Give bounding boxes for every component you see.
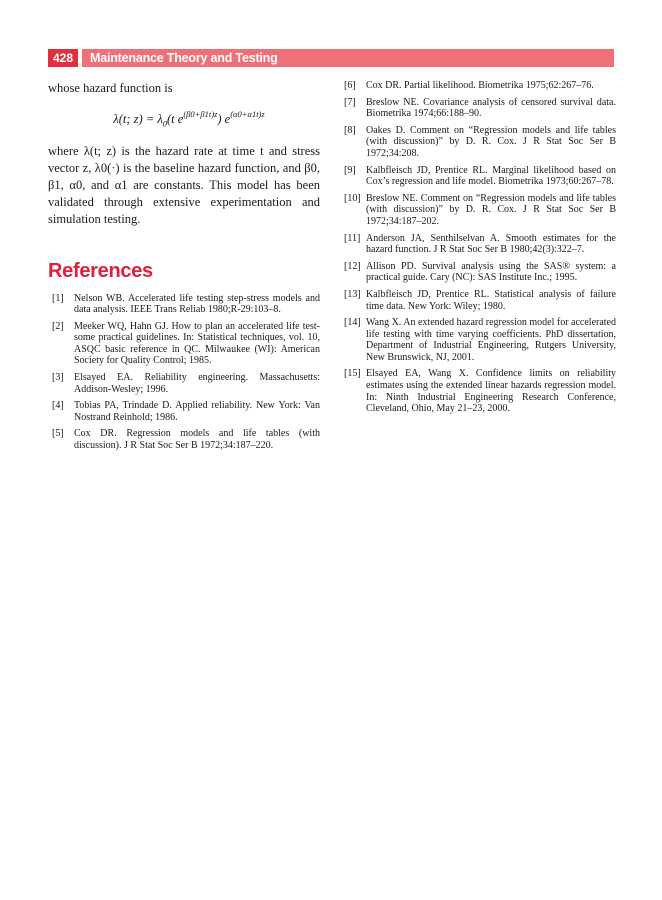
reference-item xyxy=(340,261,616,284)
reference-item xyxy=(340,368,616,414)
reference-text: Anderson JA, Senthilselvan A. Smooth estimates for the hazard function. J R Stat Soc Ser B 1980;42(3):322–7. xyxy=(366,232,616,256)
references-heading: References xyxy=(48,259,153,282)
reference-number: [12] xyxy=(344,260,361,272)
reference-text: Oakes D. Comment on “Regression models and life tables (with discussion)” by D. R. Cox. J R Stat Soc Ser B 1972;34:208. xyxy=(366,124,616,159)
reference-number: [6] xyxy=(344,80,356,91)
hazard-equation xyxy=(58,109,320,129)
reference-number: [1] xyxy=(52,292,64,304)
reference-text: Nelson WB. Accelerated life testing step-stress models and data analysis. IEEE Trans Reliab 1980;R-29:103–8. xyxy=(74,292,320,316)
reference-item xyxy=(340,125,616,160)
reference-number: [3] xyxy=(52,372,64,384)
equation-sup1: (β0+β1t)z xyxy=(183,109,218,119)
reference-item xyxy=(340,80,616,92)
left-column xyxy=(48,80,320,457)
intro-line: whose hazard function is xyxy=(48,81,173,95)
body-paragraph: where λ(t; z) is the hazard rate at time t and stress vector z, λ0(·) is the baseline hazard function, and β0, β1, α0, and α1 are constants. This model has been validated through extensive experimentation and simulation testing. xyxy=(48,143,320,226)
reference-text: Breslow NE. Comment on “Regression models and life tables (with discussion)” by D. R. Cox. J R Stat Soc Ser B 1972;34:187–202. xyxy=(366,192,616,227)
running-title: Maintenance Theory and Testing xyxy=(90,51,278,65)
reference-number: [13] xyxy=(344,288,361,300)
reference-text: Kalbfleisch JD, Prentice RL. Marginal likelihood based on Cox’s regression and life model. Biometrika 1973;60:267–78. xyxy=(366,164,616,188)
reference-number: [7] xyxy=(344,96,356,108)
reference-item xyxy=(340,317,616,363)
reference-item xyxy=(340,165,616,188)
reference-item xyxy=(340,233,616,256)
reference-text: Cox DR. Regression models and life tables (with discussion). J R Stat Soc Ser B 1972;34:187–220. xyxy=(74,428,320,452)
equation-lhs: λ(t; z) = λ xyxy=(113,112,163,126)
reference-item xyxy=(340,289,616,312)
reference-text: Wang X. An extended hazard regression model for accelerated life testing with time varying coefficients. PhD dissertation, Department of Industrial Engineering, Rutgers University, New Brunswick, NJ, 2001. xyxy=(366,317,616,363)
equation-lhs-sub: 0 xyxy=(162,118,167,129)
reference-item xyxy=(48,321,320,367)
page-number: 428 xyxy=(48,49,78,67)
reference-item xyxy=(48,400,320,423)
equation-mid2: ) e xyxy=(217,112,231,126)
reference-item xyxy=(48,428,320,451)
reference-text: Meeker WQ, Hahn GJ. How to plan an accelerated life test-some practical guidelines. In: Statistical techniques, vol. 10, ASQC basic reference in QC. Milwaukee (WI): American Society for Quality Control; 1985. xyxy=(74,320,320,367)
equation-sup2: (α0+α1t)z xyxy=(230,109,265,119)
reference-text: Breslow NE. Covariance analysis of censored survival data. Biometrika 1974;66:188–90. xyxy=(366,96,616,120)
reference-number: [10] xyxy=(344,192,361,204)
reference-number: [9] xyxy=(344,164,356,176)
reference-number: [14] xyxy=(344,317,361,329)
reference-number: [2] xyxy=(52,320,64,332)
reference-text: Kalbfleisch JD, Prentice RL. Statistical analysis of failure time data. New York: Wiley; 1980. xyxy=(366,288,616,312)
reference-item xyxy=(340,193,616,228)
references-list-right xyxy=(340,80,616,415)
equation-mid: (t e xyxy=(167,112,184,126)
references-list-left xyxy=(48,293,320,452)
reference-item xyxy=(340,97,616,120)
right-column xyxy=(340,80,616,420)
reference-text: Allison PD. Survival analysis using the SAS® system: a practical guide. Cary (NC): SAS Institute Inc.; 1995. xyxy=(366,260,616,284)
reference-text: Elsayed EA, Wang X. Confidence limits on reliability estimates using the extended linear hazards regression model. In: Ninth Industrial Engineering Research Conference, Cleveland, Ohio, May 21–23, 2000. xyxy=(366,368,616,415)
reference-item xyxy=(48,372,320,395)
running-header xyxy=(48,49,614,67)
reference-text: Cox DR. Partial likelihood. Biometrika 1975;62:267–76. xyxy=(366,80,594,91)
reference-text: Elsayed EA. Reliability engineering. Massachusetts: Addison-Wesley; 1996. xyxy=(74,372,320,395)
reference-number: [5] xyxy=(52,428,64,440)
reference-number: [4] xyxy=(52,400,64,412)
reference-number: [15] xyxy=(344,368,361,380)
reference-text: Tobias PA, Trindade D. Applied reliability. New York: Van Nostrand Reinhold; 1986. xyxy=(74,400,320,423)
reference-number: [11] xyxy=(344,232,361,244)
reference-item xyxy=(48,293,320,316)
reference-number: [8] xyxy=(344,124,356,136)
